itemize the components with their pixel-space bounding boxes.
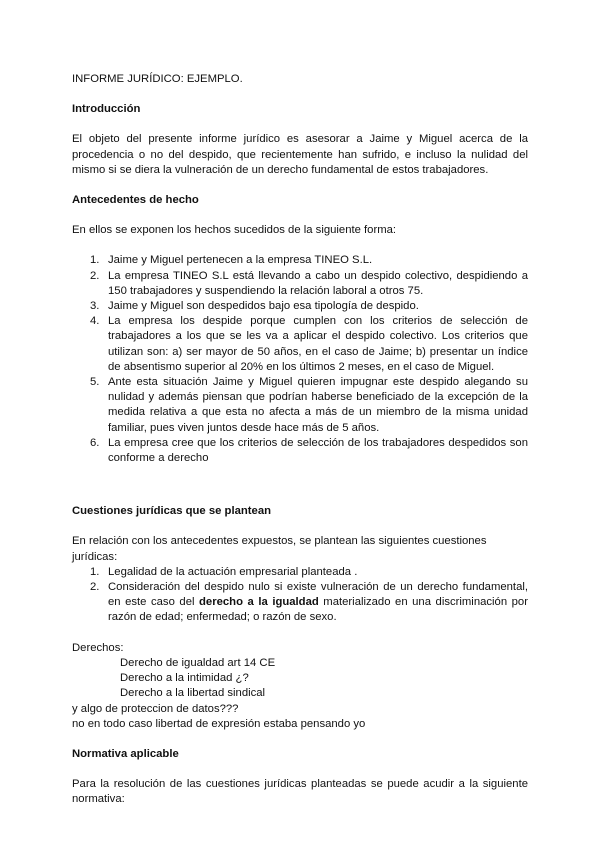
antecedentes-heading: Antecedentes de hecho	[72, 194, 199, 207]
list-item	[72, 314, 528, 375]
list-item-text: Consideración del despido nulo si existe vulneración de un derecho fundamental, en este caso del	[108, 581, 528, 609]
cuestiones-heading: Cuestiones jurídicas que se plantean	[72, 505, 272, 518]
derechos-note: no en todo caso libertad de expresión estaba pensando yo	[72, 717, 366, 730]
list-item-text: materializado en una discriminación por razón de edad; enfermedad; o razón de sexo.	[108, 596, 528, 624]
emphasis-text: derecho a la igualdad	[199, 596, 319, 609]
list-item-text: La empresa cree que los criterios de selección de los trabajadores despedidos son conforme a derecho	[108, 436, 528, 465]
cuestiones-list	[72, 565, 528, 626]
antecedentes-list	[72, 253, 528, 466]
derecho-item: Derecho a la intimidad ¿?	[120, 672, 249, 685]
list-number: 2.	[90, 269, 100, 282]
derechos-note: y algo de proteccion de datos???	[72, 702, 239, 715]
derechos-label: Derechos:	[72, 641, 124, 654]
derecho-item: Derecho a la libertad sindical	[120, 687, 266, 700]
list-number: 4.	[90, 315, 100, 328]
list-item	[72, 565, 528, 580]
list-number: 3.	[90, 300, 100, 313]
list-item-text: Legalidad de la actuación empresarial planteada .	[108, 565, 358, 578]
list-number: 1.	[90, 254, 100, 267]
list-item-text: Jaime y Miguel son despedidos bajo esa tipología de despido.	[108, 300, 419, 313]
intro-heading: Introducción	[72, 103, 141, 116]
list-item	[72, 299, 528, 314]
list-item-text: Ante esta situación Jaime y Miguel quieren impugnar este despido alegando su nulidad y además piensan que podrían haberse beneficiado de la excepción de la medida relativa a que esta no afecta a más de un miembro de la misma unidad familiar, pues viven juntos desde hace más de 5 años.	[108, 376, 528, 434]
intro-paragraph: El objeto del presente informe jurídico es asesorar a Jaime y Miguel acerca de la procedencia o no del despido, que recientemente han sufrido, e incluso la nulidad del mismo si se diera la vulneración de un derecho fundamental de estos trabajadores.	[72, 133, 528, 176]
normativa-paragraph: Para la resolución de las cuestiones jurídicas planteadas se puede acudir a la siguiente normativa:	[72, 778, 528, 806]
document-page	[72, 72, 528, 808]
list-item	[72, 269, 528, 299]
cuestiones-lead: En relación con los antecedentes expuestos, se plantean las siguientes cuestiones jurídicas:	[72, 535, 487, 563]
derecho-item: Derecho de igualdad art 14 CE	[120, 656, 276, 669]
list-number: 6.	[90, 436, 100, 449]
list-item-text: Jaime y Miguel pertenecen a la empresa TINEO S.L.	[108, 254, 373, 267]
list-item	[72, 375, 528, 436]
antecedentes-lead: En ellos se exponen los hechos sucedidos de la siguiente forma:	[72, 224, 397, 237]
list-item	[72, 253, 528, 268]
list-number: 5.	[90, 376, 100, 389]
list-number: 2.	[90, 581, 100, 594]
list-item	[72, 580, 528, 626]
list-item-text: La empresa TINEO S.L está llevando a cabo un despido colectivo, despidiendo a 150 trabajadores y suspendiendo la relación laboral a otros 75.	[108, 269, 528, 297]
list-item	[72, 436, 528, 466]
list-number: 1.	[90, 565, 100, 578]
list-item-text: La empresa los despide porque cumplen con los criterios de selección de trabajadores a los que se les va a aplicar el despido colectivo. Los criterios que utilizan son: a) ser mayor de 50 años, en el caso de Jaime; b) presentar un índice de absentismo superior al 20% en los últimos 2 meses, en el caso de Miguel.	[108, 315, 528, 373]
document-title: INFORME JURÍDICO: EJEMPLO.	[72, 73, 243, 85]
normativa-heading: Normativa aplicable	[72, 747, 179, 760]
